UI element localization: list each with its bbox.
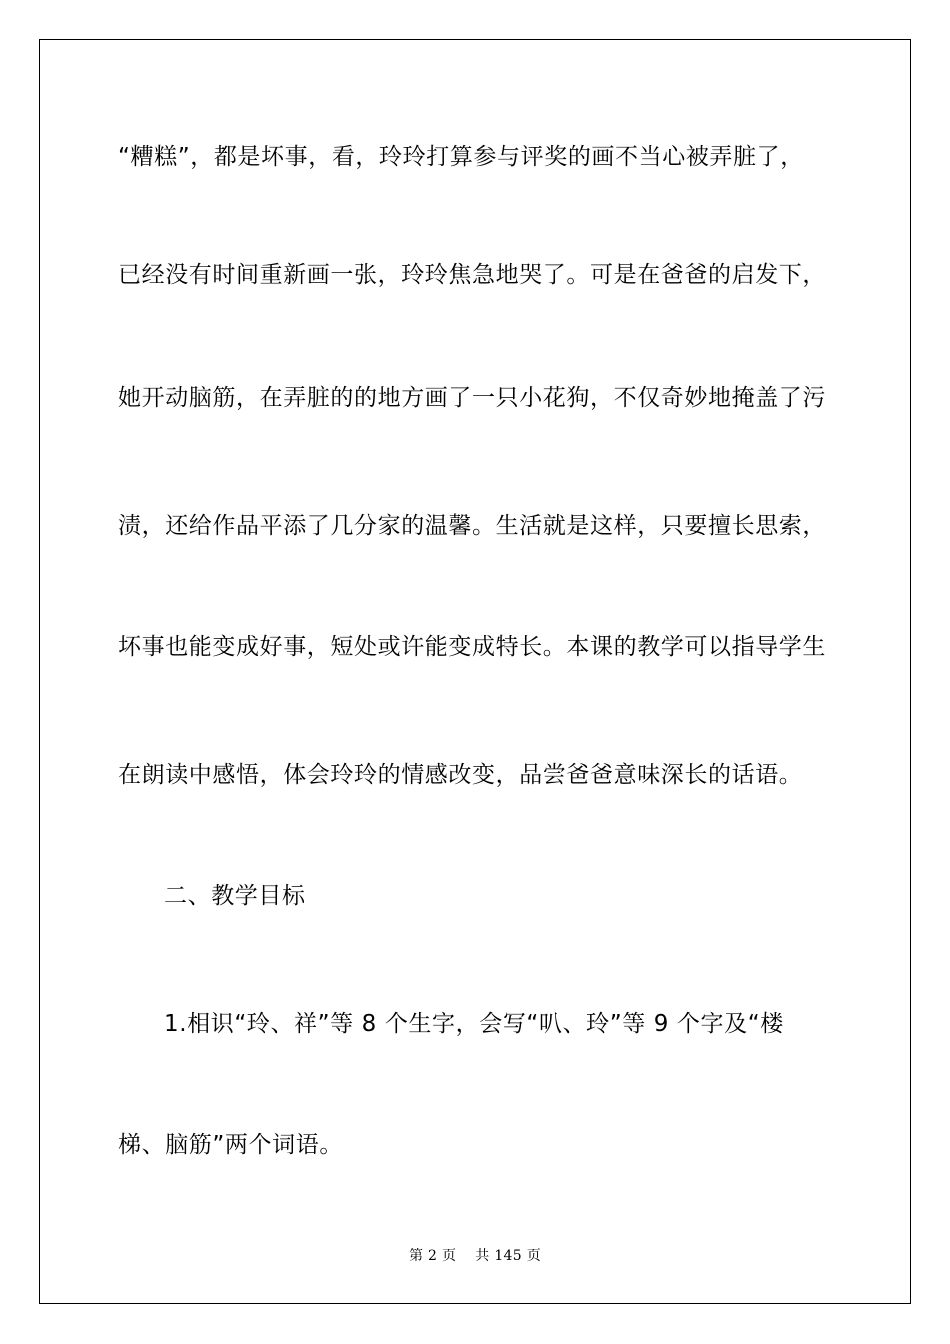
body-line-4: 渍，还给作品平添了几分家的温馨。生活就是这样，只要擅长思索，	[118, 513, 826, 539]
body-line-6: 在朗读中感悟，体会玲玲的情感改变，品尝爸爸意味深长的话语。	[118, 762, 803, 788]
body-line-5: 坏事也能变成好事，短处或许能变成特长。本课的教学可以指导学生	[118, 634, 826, 660]
body-line-3: 她开动脑筋，在弄脏的的地方画了一只小花狗，不仅奇妙地掩盖了污	[118, 385, 826, 411]
body-line-1: “糟糕”，都是坏事，看，玲玲打算参与评奖的画不当心被弄脏了，	[118, 144, 804, 170]
page-footer	[0, 1247, 950, 1265]
body-line-2: 已经没有时间重新画一张，玲玲焦急地哭了。可是在爸爸的启发下，	[118, 262, 826, 288]
section-heading: 二、教学目标	[164, 883, 306, 909]
page-border	[39, 39, 911, 1304]
page-number: 第 2 页	[408, 1248, 457, 1264]
objective-1-line-1: 1.相识“玲、祥”等 8 个生字，会写“叭、玲”等 9 个字及“楼	[164, 1011, 784, 1037]
page-total: 共 145 页	[475, 1248, 542, 1264]
objective-1-line-2: 梯、脑筋”两个词语。	[118, 1132, 343, 1158]
